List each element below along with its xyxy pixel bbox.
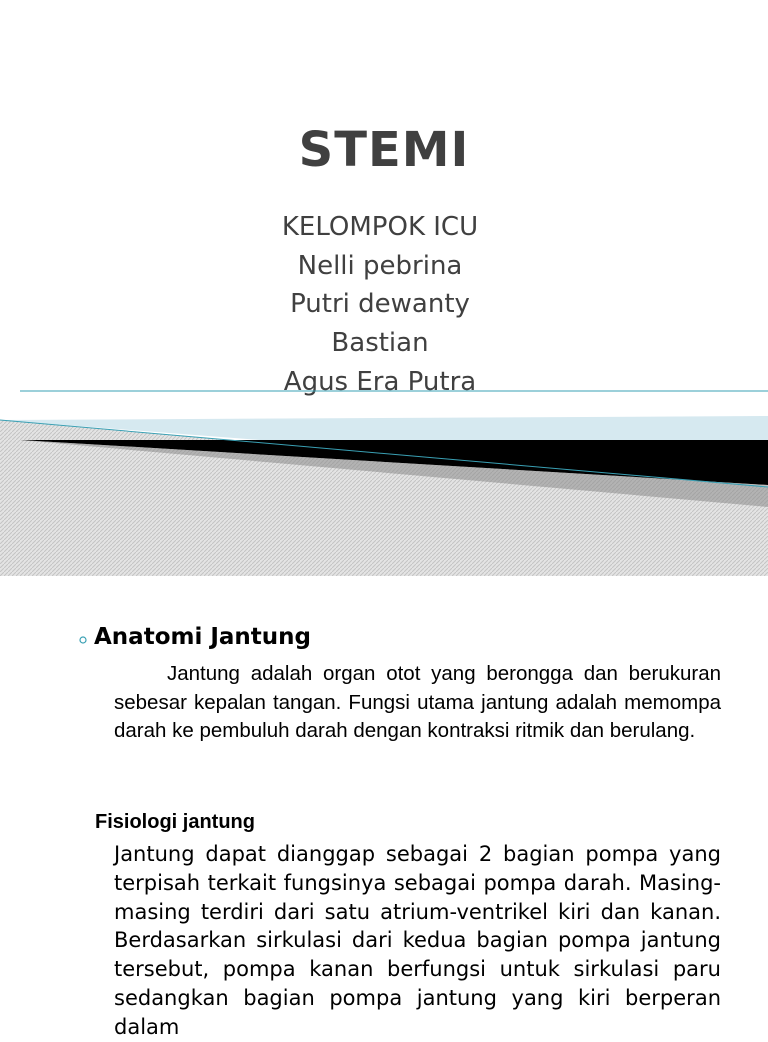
subtitle-line: Bastian — [331, 328, 429, 359]
subtitle-line: Nelli pebrina — [297, 250, 463, 281]
section-heading: Anatomi Jantung — [94, 624, 312, 650]
subtitle-line: Putri dewanty — [290, 289, 470, 320]
content-slide — [0, 576, 768, 1039]
circle-bullet-icon — [78, 632, 88, 646]
subtitle-line: Agus Era Putra — [283, 366, 477, 397]
subtitle-line: KELOMPOK ICU — [281, 212, 479, 242]
physiology-paragraph: Jantung dapat dianggap sebagai 2 bagian pompa yang terpisah terkait fungsinya sebagai pompa darah. Masing-masing terdiri dari satu atrium-ventrikel kiri dan kanan. Berdasarkan sirkulasi dari kedua bagian pompa jantung tersebut, pompa kanan berfungsi untuk sirkulasi paru sedangkan bagian pompa jantung yang kiri berperan dalam — [114, 842, 721, 1039]
section-subheading: Fisiologi jantung — [95, 811, 255, 833]
anatomy-paragraph: Jantung adalah organ otot yang berongga dan berukuran sebesar kepalan tangan. Fungsi utama jantung adalah memompa darah ke pembuluh darah dengan kontraksi ritmik dan berulang. — [114, 662, 721, 742]
slide-title: STEMI — [298, 122, 470, 178]
subtitle-block — [230, 208, 530, 402]
decorative-wave-bands — [0, 380, 768, 576]
